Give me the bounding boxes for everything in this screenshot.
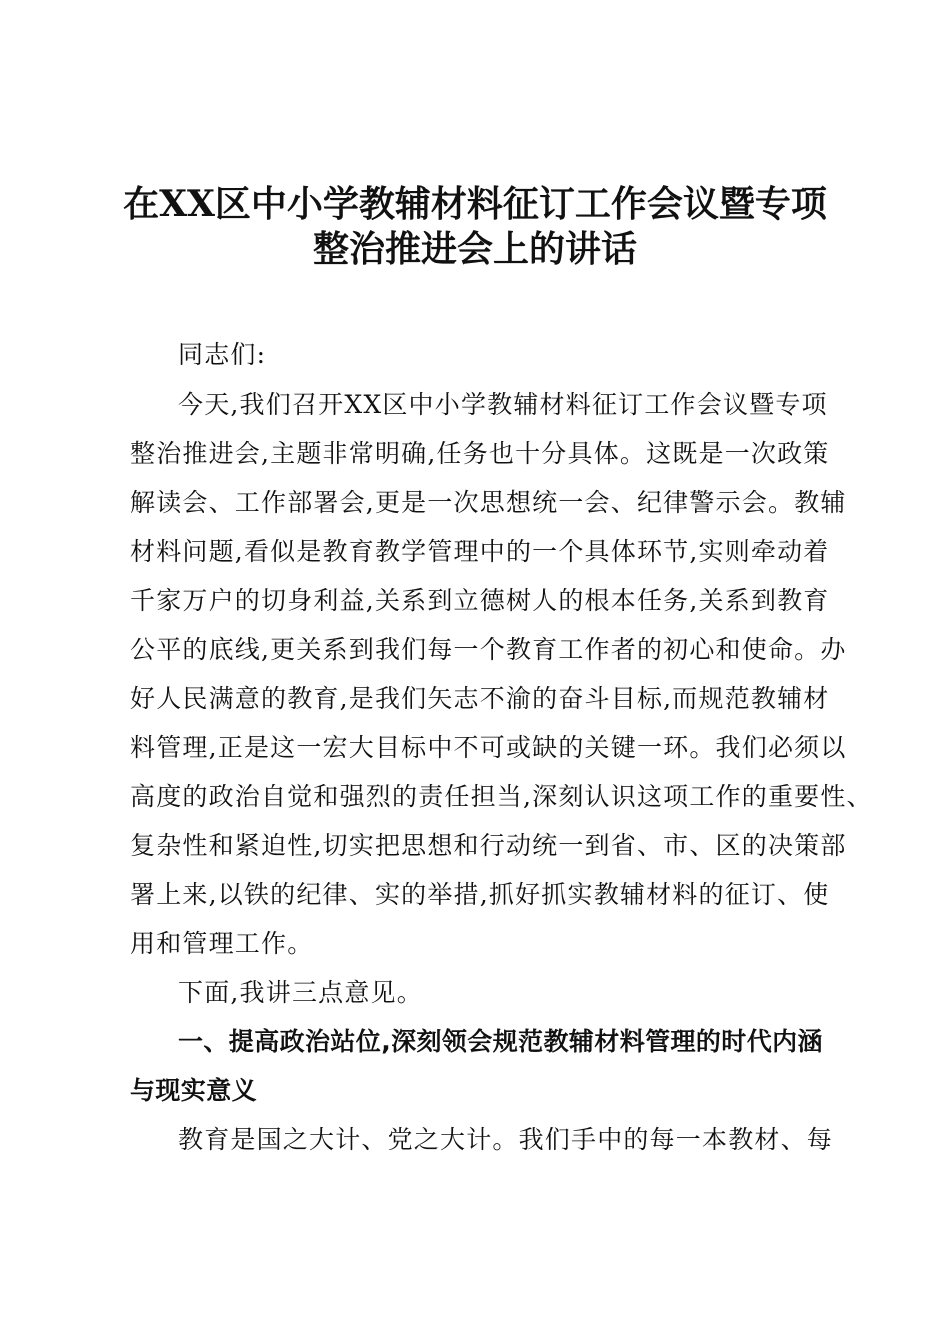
salutation: 同志们: bbox=[178, 340, 267, 369]
paragraph-line: 整治推进会,主题非常明确,任务也十分具体。这既是一次政策 bbox=[130, 439, 830, 468]
section-heading-line-2: 与现实意义 bbox=[130, 1076, 258, 1105]
paragraph-line: 署上来,以铁的纪律、实的举措,抓好抓实教辅材料的征订、使 bbox=[130, 880, 830, 909]
paragraph-line: 公平的底线,更关系到我们每一个教育工作者的初心和使命。办 bbox=[130, 635, 847, 664]
document-title-line-1: 在XX区中小学教辅材料征订工作会议暨专项 bbox=[123, 183, 827, 225]
paragraph-line: 复杂性和紧迫性,切实把思想和行动统一到省、市、区的决策部 bbox=[130, 831, 847, 860]
paragraph-line: 好人民满意的教育,是我们矢志不渝的奋斗目标,而规范教辅材 bbox=[130, 684, 830, 713]
paragraph-line: 教育是国之大计、党之大计。我们手中的每一本教材、每 bbox=[178, 1125, 834, 1154]
paragraph-line: 高度的政治自觉和强烈的责任担当,深刻认识这项工作的重要性、 bbox=[130, 782, 873, 811]
paragraph-line: 料管理,正是这一宏大目标中不可或缺的关键一环。我们必须以 bbox=[130, 733, 847, 762]
paragraph-line: 解读会、工作部署会,更是一次思想统一会、纪律警示会。教辅 bbox=[130, 488, 847, 517]
paragraph-line: 今天,我们召开XX区中小学教辅材料征订工作会议暨专项 bbox=[178, 390, 828, 419]
document-title-line-2: 整治推进会上的讲话 bbox=[312, 228, 637, 270]
paragraph-line: 千家万户的切身利益,关系到立德树人的根本任务,关系到教育 bbox=[130, 586, 830, 615]
paragraph-line: 材料问题,看似是教育教学管理中的一个具体环节,实则牵动着 bbox=[130, 537, 830, 566]
transition-line: 下面,我讲三点意见。 bbox=[178, 978, 423, 1007]
paragraph-line: 用和管理工作。 bbox=[130, 929, 314, 958]
section-heading-line-1: 一、提高政治站位,深刻领会规范教辅材料管理的时代内涵 bbox=[178, 1027, 823, 1056]
